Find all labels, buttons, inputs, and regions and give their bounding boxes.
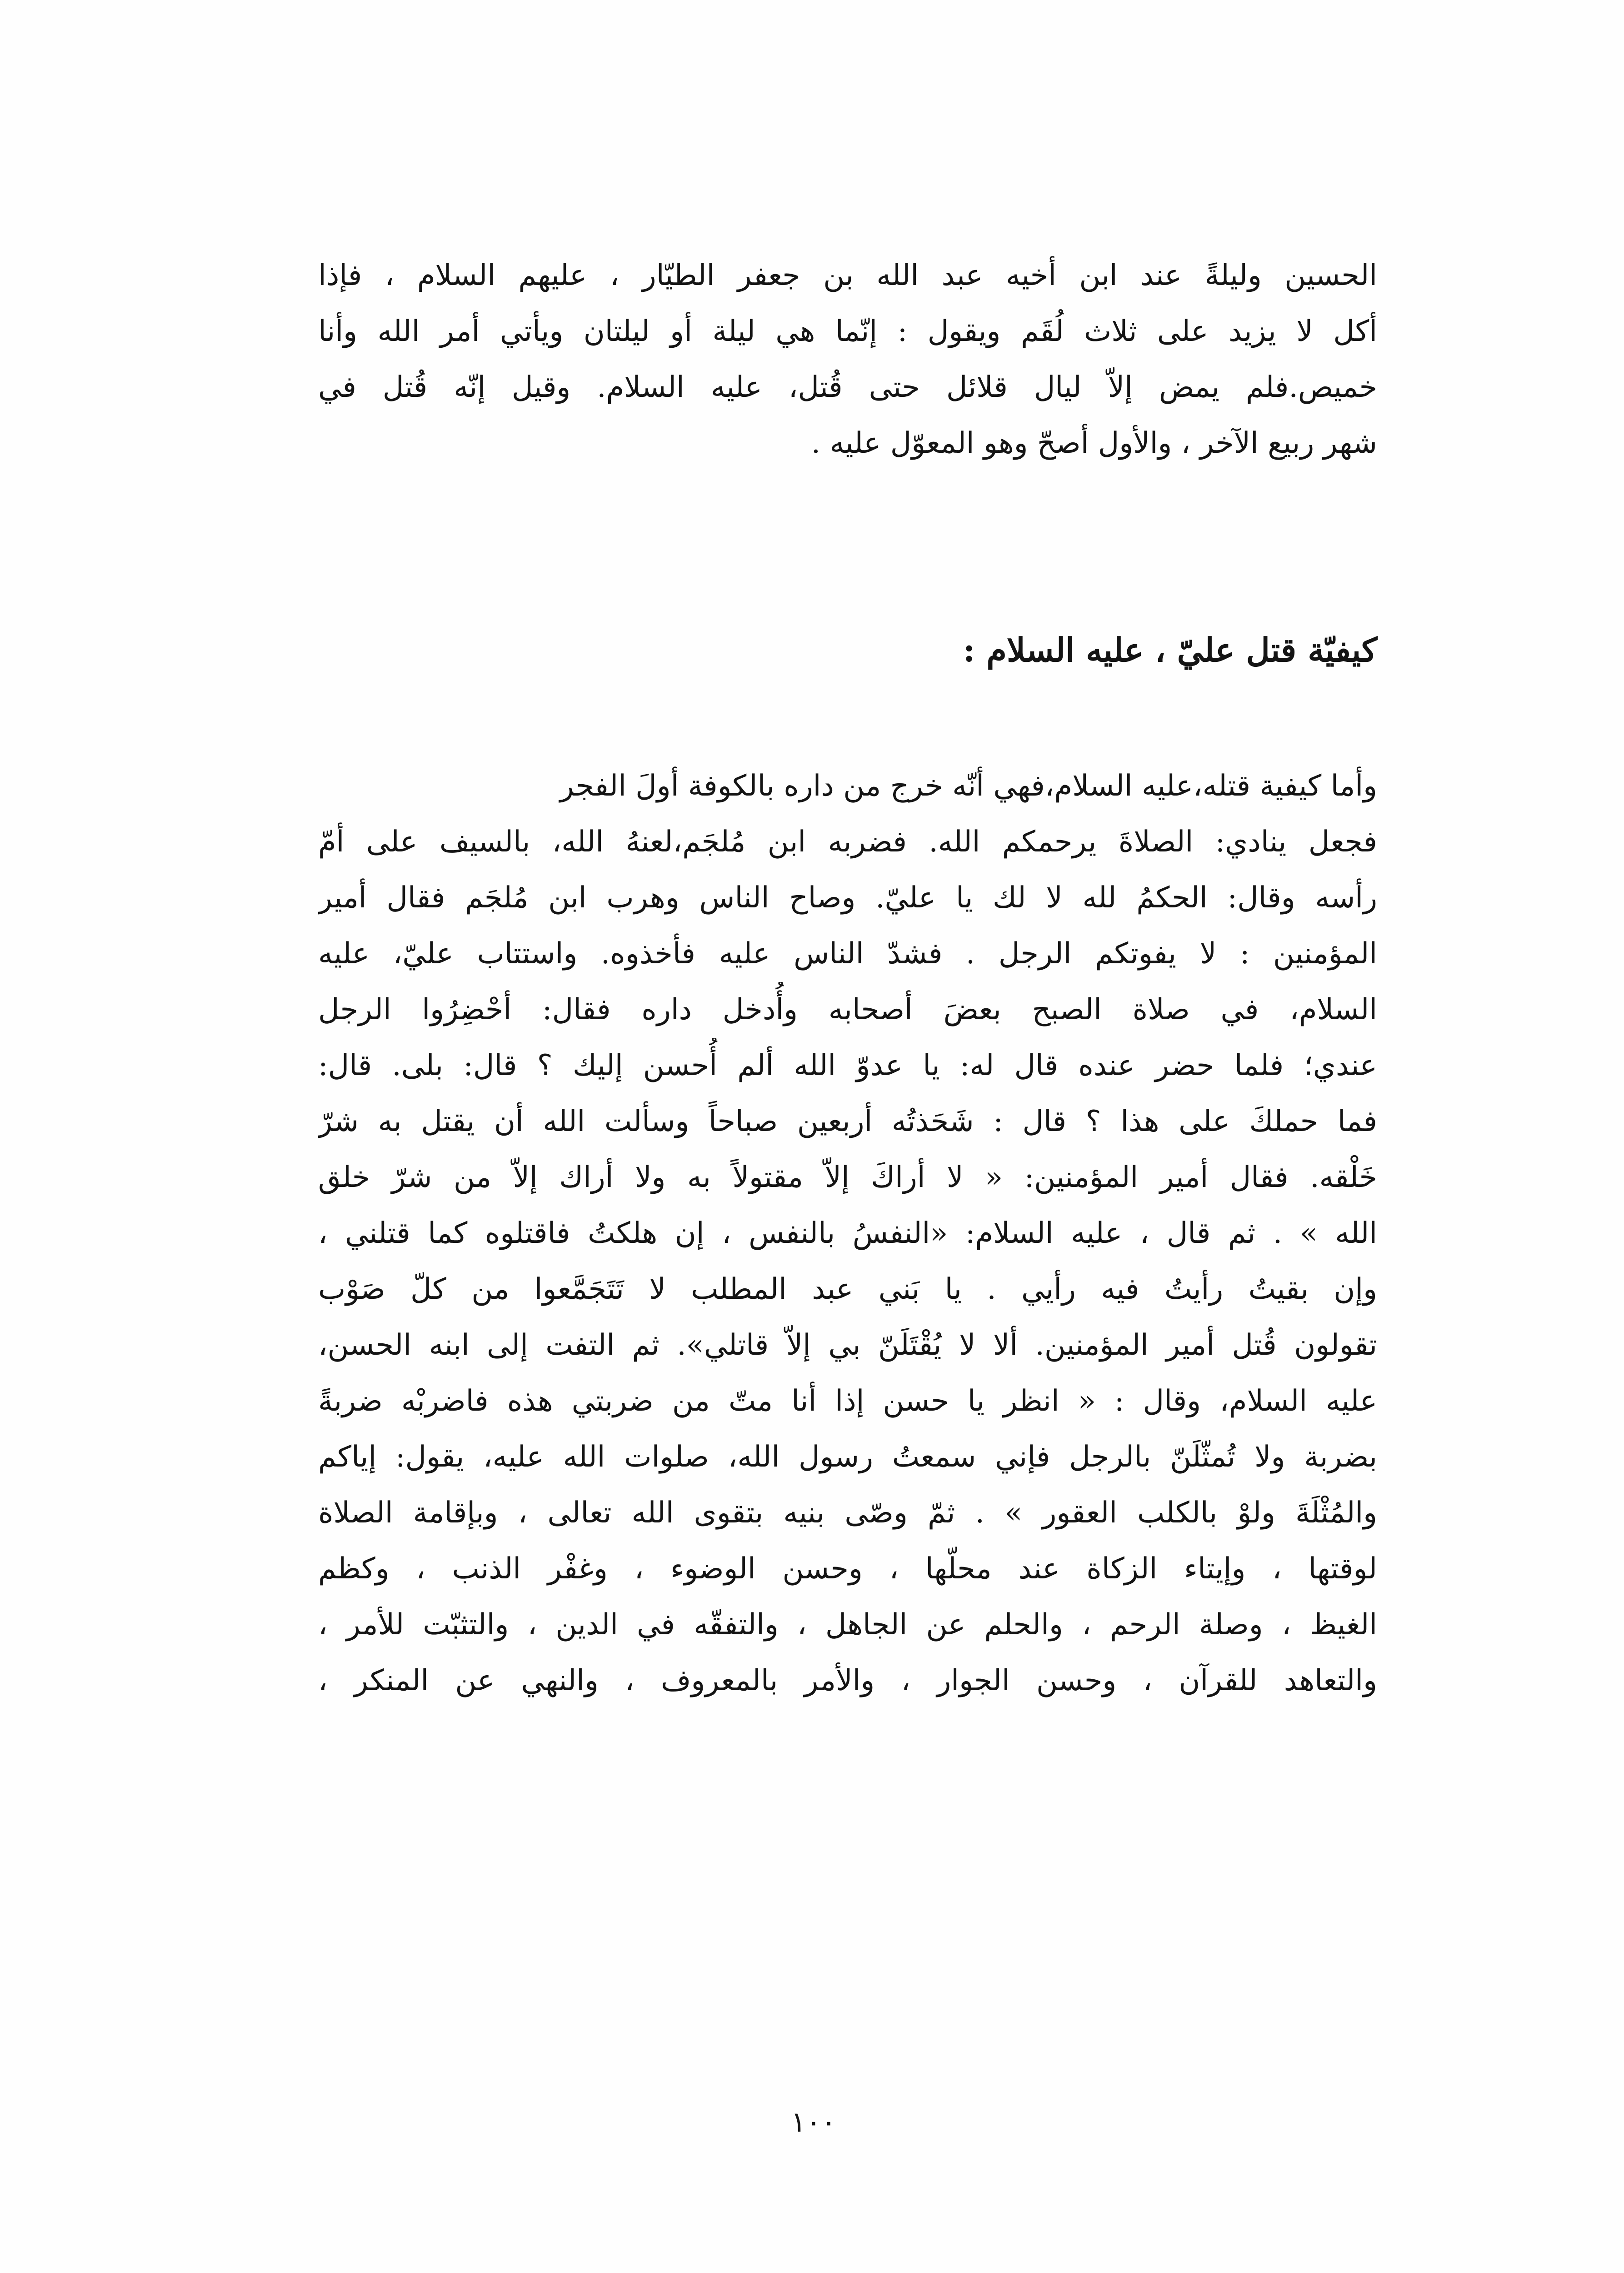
text-line: عليه السلام، وقال : « انظر يا حسن إذا أنا متّ من ضربتي هذه فاضربْه ضربةً	[318, 1384, 1377, 1418]
text-line: أكل لا يزيد على ثلاث لُقَم ويقول : إنّما هي ليلة أو ليلتان ويأتي أمر الله وأنا	[318, 315, 1377, 348]
text-line: الله » . ثم قال ، عليه السلام: «النفسُ بالنفس ، إن هلكتُ فاقتلوه كما قتلني ،	[318, 1217, 1377, 1250]
text-line: فما حملكَ على هذا ؟ قال : شَحَذتُه أربعين صباحاً وسألت الله أن يقتل به شرّ	[318, 1105, 1377, 1138]
intro-paragraph	[318, 248, 1377, 471]
text-line: خَلْقه. فقال أمير المؤمنين: « لا أراكَ إلاّ مقتولاً به ولا أراك إلاّ من شرّ خلق	[318, 1161, 1377, 1194]
text-line: رأسه وقال: الحكمُ لله لا لك يا عليّ. وصاح الناس وهرب ابن مُلجَم فقال أمير	[318, 881, 1377, 915]
text-line: وأما كيفية قتله،عليه السلام،فهي أنّه خرج من داره بالكوفة أولَ الفجر	[560, 769, 1377, 803]
text-line: عندي؛ فلما حضر عنده قال له: يا عدوّ الله ألم أُحسن إليك ؟ قال: بلى. قال:	[318, 1049, 1377, 1082]
text-line: لوقتها ، وإيتاء الزكاة عند محلّها ، وحسن الوضوء ، وغفْر الذنب ، وكظم	[318, 1552, 1377, 1586]
text-line: شهر ربيع الآخر ، والأول أصحّ وهو المعوّل عليه .	[811, 426, 1377, 460]
section-heading: كيفيّة قتل عليّ ، عليه السلام :	[963, 631, 1377, 669]
page-number: ١٠٠	[791, 2105, 836, 2138]
text-line: والتعاهد للقرآن ، وحسن الجوار ، والأمر بالمعروف ، والنهي عن المنكر ،	[318, 1664, 1377, 1697]
text-line: خميص.فلم يمض إلاّ ليال قلائل حتى قُتل، عليه السلام. وقيل إنّه قُتل في	[318, 370, 1377, 404]
text-line: الغيظ ، وصلة الرحم ، والحلم عن الجاهل ، والتفقّه في الدين ، والتثبّت للأمر ،	[318, 1608, 1377, 1642]
text-line: الحسين وليلةً عند ابن أخيه عبد الله بن جعفر الطيّار ، عليهم السلام ، فإذا	[318, 259, 1377, 292]
text-line: بضربة ولا تُمثّلَنّ بالرجل فإني سمعتُ رسول الله، صلوات الله عليه، يقول: إياكم	[318, 1440, 1377, 1474]
body-paragraph	[318, 758, 1377, 1709]
text-line: السلام، في صلاة الصبح بعضَ أصحابه وأُدخل داره فقال: أحْضِرُوا الرجل	[318, 993, 1377, 1026]
text-line: تقولون قُتل أمير المؤمنين. ألا لا يُقْتَلَنّ بي إلاّ قاتلي». ثم التفت إلى ابنه الحسن،	[318, 1328, 1377, 1362]
text-line: فجعل ينادي: الصلاةَ يرحمكم الله. فضربه ابن مُلجَم،لعنهُ الله، بالسيف على أمّ	[318, 825, 1377, 859]
text-line: وإن بقيتُ رأيتُ فيه رأيي . يا بَني عبد المطلب لا تَتَجَمَّعوا من كلّ صَوْب	[318, 1272, 1377, 1306]
text-line: المؤمنين : لا يفوتكم الرجل . فشدّ الناس عليه فأخذوه. واستتاب عليّ، عليه	[318, 937, 1377, 971]
text-line: والمُثْلَةَ ولوْ بالكلب العقور » . ثمّ وصّى بنيه بتقوى الله تعالى ، وبإقامة الصلاة	[318, 1496, 1377, 1530]
